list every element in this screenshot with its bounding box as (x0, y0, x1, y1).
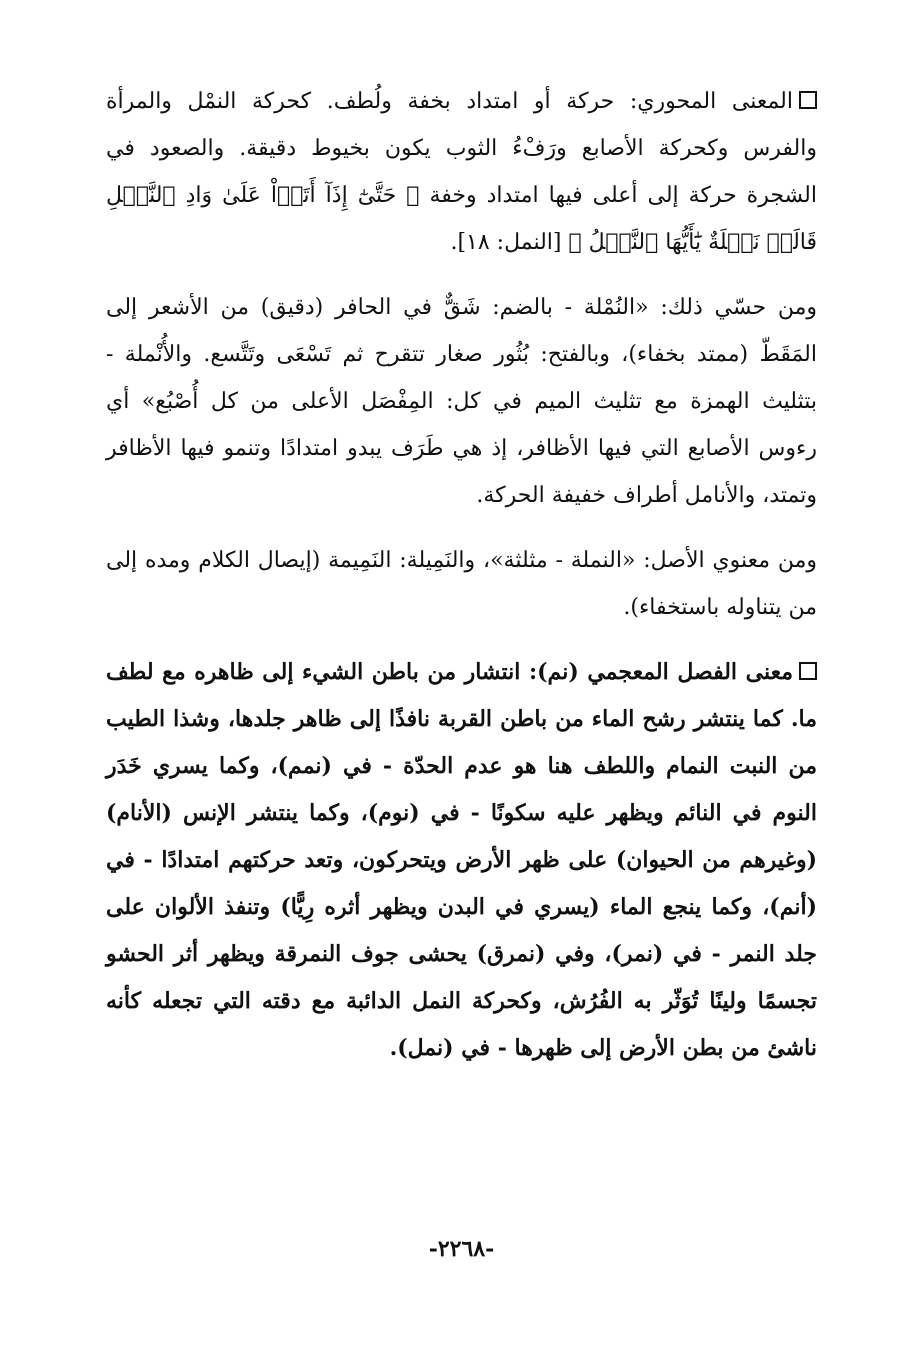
square-bullet-icon (799, 91, 817, 109)
paragraph-abstract-meaning (106, 537, 817, 631)
square-bullet-icon (799, 662, 817, 680)
paragraph-core-meaning-text: المعنى المحوري: حركة أو امتداد بخفة ولُطف. كحركة النمْل والمرأة والفرس وكحركة الأصابع ورَفْءُ الثوب يكون بخيوط دقيقة. والصعود في الشجرة حركة إلى أعلى فيها امتداد وخفة ﴿ حَتَّىٰٓ إِذَآ أَتَوۡاْ عَلَىٰ وَادِ ٱلنَّمۡلِ قَالَتۡ نَمۡلَةٌ يَٰٓأَيُّهَا ٱلنَّمۡلُ ﴾ [النمل: ١٨]. (106, 89, 817, 255)
paragraph-lexical-chapter (106, 649, 817, 1072)
page-number: -٢٢٦٨- (428, 1236, 495, 1262)
paragraph-core-meaning (106, 78, 817, 266)
body-text (106, 78, 817, 1072)
paragraph-sensory-meaning-text: ومن حسّي ذلك: «النُمْلة - بالضم: شَقٌّ في الحافر (دقيق) من الأشعر إلى المَقَطّ (ممتد بخفاء)، وبالفتح: بُثُور صغار تتقرح ثم تَسْعَى وتَتَّسع. والأُنْملة - بتثليث الهمزة مع تثليث الميم في كل: المِفْصَل الأعلى من كل أُصْبُع» أي رءوس الأصابع التي فيها الأظافر، إذ هي طَرَف يبدو امتدادًا وتنمو فيها الأظافر وتمتد، والأنامل أطراف خفيفة الحركة. (106, 295, 817, 508)
paragraph-sensory-meaning (106, 284, 817, 519)
paragraph-abstract-meaning-text: ومن معنوي الأصل: «النملة - مثلثة»، والنَمِيلة: النَمِيمة (إيصال الكلام ومده إلى من يتناوله باستخفاء). (106, 548, 817, 620)
paragraph-lexical-chapter-text: معنى الفصل المعجمي (نم): انتشار من باطن الشيء إلى ظاهره مع لطف ما. كما ينتشر رشح الماء من باطن القربة نافذًا إلى ظاهر جلدها، وشذا الطيب من النبت النمام واللطف هنا هو عدم الحدّة - في (نمم)، وكما يسري خَدَر النوم في النائم ويظهر عليه سكونًا - في (نوم)، وكما ينتشر الإنس (الأنام) (وغيرهم من الحيوان) على ظهر الأرض ويتحركون، وتعد حركتهم امتدادًا - في (أنم)، وكما ينجع الماء (يسري في البدن ويظهر أثره رِيًّا) وتنفذ الألوان على جلد النمر - في (نمر)، وفي (نمرق) يحشى جوف النمرقة ويظهر أثر الحشو تجسمًا ولينًا تُوَثّر به الفُرُش، وكحركة النمل الدائبة مع دقته التي تجعله كأنه ناشئ من بطن الأرض إلى ظهرها - في (نمل). (106, 659, 817, 1061)
